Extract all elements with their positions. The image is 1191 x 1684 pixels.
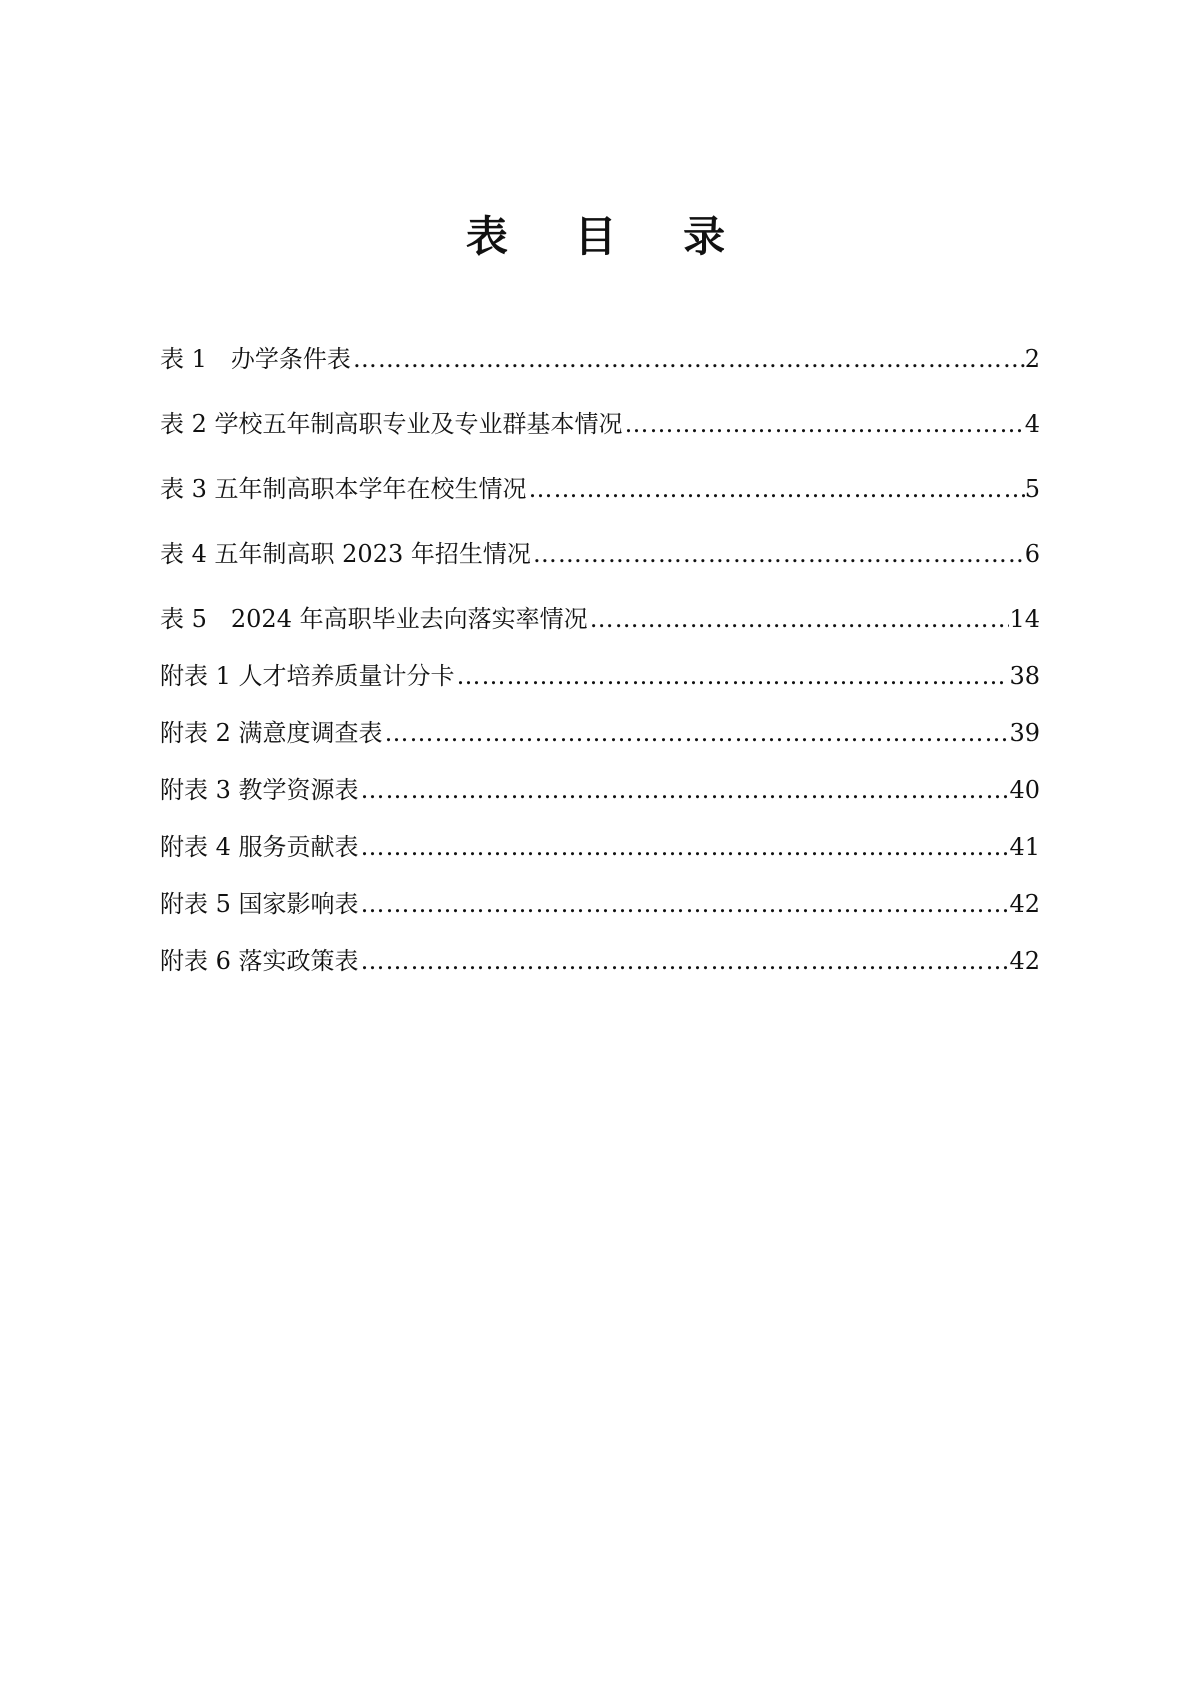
dot-leader	[623, 407, 1025, 441]
page-title: 表 目 录	[465, 212, 752, 261]
toc-entry-page: 41	[1009, 833, 1040, 861]
toc-entry[interactable]	[160, 944, 1040, 978]
dot-leader	[359, 773, 1010, 807]
toc-entry[interactable]	[160, 472, 1040, 506]
dot-leader	[383, 716, 1010, 750]
toc-entry-page: 38	[1009, 662, 1040, 690]
toc-entry-label: 附表 3 教学资源表	[160, 776, 359, 804]
dot-leader	[359, 887, 1010, 921]
toc-entry-label: 表 3 五年制高职本学年在校生情况	[160, 475, 527, 503]
toc-entry-label: 附表 5 国家影响表	[160, 890, 359, 918]
dot-leader	[359, 944, 1010, 978]
toc-entry[interactable]	[160, 659, 1040, 693]
toc-entry[interactable]	[160, 716, 1040, 750]
toc-entry-page: 42	[1009, 890, 1040, 918]
toc-entry[interactable]	[160, 537, 1040, 571]
dot-leader	[588, 602, 1010, 636]
toc-entry-label: 表 1 办学条件表	[160, 345, 351, 373]
toc-entry-label: 表 5 2024 年高职毕业去向落实率情况	[160, 605, 588, 633]
dot-leader	[531, 537, 1025, 571]
toc-entry[interactable]	[160, 830, 1040, 864]
toc-entry[interactable]	[160, 602, 1040, 636]
dot-leader	[359, 830, 1010, 864]
toc-entry-page: 14	[1009, 605, 1040, 633]
toc-entry-page: 40	[1009, 776, 1040, 804]
toc-entry-page: 2	[1024, 345, 1040, 373]
toc-entry-page: 6	[1024, 540, 1040, 568]
toc-entry-label: 附表 6 落实政策表	[160, 947, 359, 975]
toc-entry-page: 4	[1024, 410, 1040, 438]
toc-entry[interactable]	[160, 342, 1040, 376]
toc-entry[interactable]	[160, 773, 1040, 807]
toc-entry-label: 表 2 学校五年制高职专业及专业群基本情况	[160, 410, 623, 438]
dot-leader	[455, 659, 1010, 693]
dot-leader	[527, 472, 1025, 506]
toc-entry-label: 表 4 五年制高职 2023 年招生情况	[160, 540, 531, 568]
dot-leader	[351, 342, 1025, 376]
toc-entry-label: 附表 1 人才培养质量计分卡	[160, 662, 455, 690]
toc-entry-page: 39	[1009, 719, 1040, 747]
toc-entry[interactable]	[160, 887, 1040, 921]
toc-entry[interactable]	[160, 407, 1040, 441]
toc-entry-label: 附表 4 服务贡献表	[160, 833, 359, 861]
toc-entry-page: 42	[1009, 947, 1040, 975]
toc-entry-page: 5	[1024, 475, 1040, 503]
toc-entry-label: 附表 2 满意度调查表	[160, 719, 383, 747]
